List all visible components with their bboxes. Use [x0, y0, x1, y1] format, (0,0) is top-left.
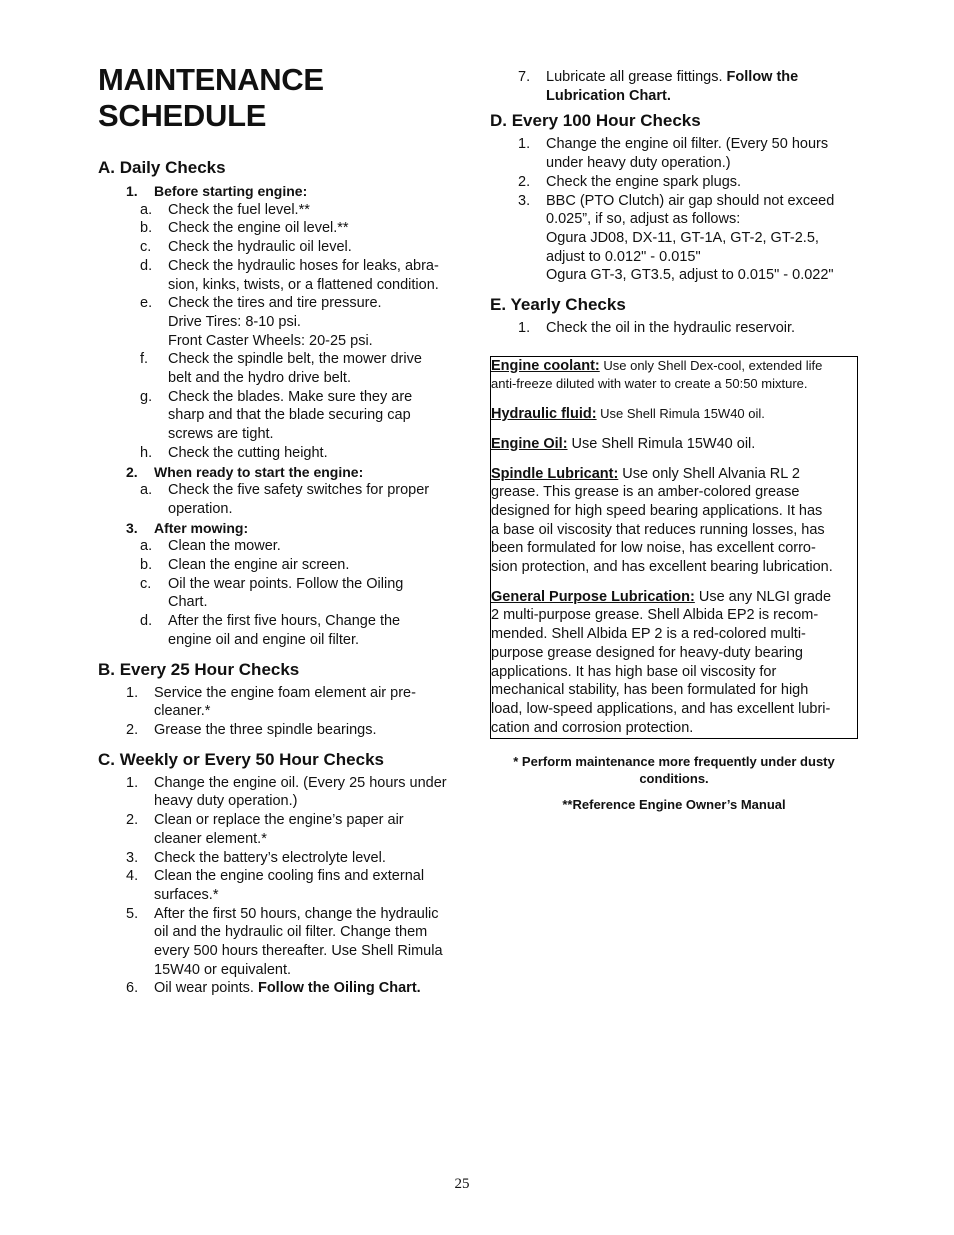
list-item: e. Check the tires and tire pressure.: [140, 295, 382, 312]
list-item-continuation: 15W40 or equivalent.: [154, 961, 292, 978]
page-title: MAINTENANCE SCHEDULE: [98, 62, 324, 133]
list-item: 1. Change the engine oil filter. (Every 50 hours: [518, 136, 829, 153]
list-item: 6. Oil wear points. Follow the Oiling Chart.: [126, 980, 421, 997]
list-item-continuation: cleaner.*: [154, 703, 211, 720]
list-item-continuation: oil and the hydraulic oil filter. Change them: [154, 924, 428, 941]
list-item-continuation: screws are tight.: [168, 426, 274, 443]
ogura-models-line: Ogura JD08, DX-11, GT-1A, GT-2, GT-2.5,: [546, 229, 819, 246]
lubrication-chart-continuation: Lubrication Chart.: [546, 87, 671, 104]
every-25-hour-section: [98, 660, 470, 740]
every-50-hour-section: [98, 750, 470, 998]
list-item: d. After the first five hours, Change the: [140, 613, 401, 630]
list-item: g. Check the blades. Make sure they are: [140, 388, 413, 405]
list-item: 1. Check the oil in the hydraulic reservoir.: [518, 320, 796, 337]
daily-checks-heading: A. Daily Checks: [98, 158, 226, 177]
list-item-continuation: sharp and that the blade securing cap: [168, 407, 411, 424]
list-item-continuation: Chart.: [168, 594, 208, 611]
dusty-conditions-note: * Perform maintenance more frequently under dusty conditions.: [513, 754, 835, 787]
list-item: c. Oil the wear points. Follow the Oiling: [140, 575, 404, 592]
lubrication-chart-reference: Follow the: [726, 69, 799, 85]
list-item-continuation: operation.: [168, 500, 233, 517]
list-item-continuation: sion, kinks, twists, or a flattened condition.: [168, 276, 439, 293]
list-item-continuation: 0.025”, if so, adjust as follows:: [546, 211, 741, 228]
oiling-chart-reference: Follow the Oiling Chart.: [257, 980, 421, 997]
engine-coolant-spec: Engine coolant: Use only Shell Dex-cool, extended life anti-freeze diluted with water to create a 50:50 mixture.: [491, 357, 823, 392]
before-starting-heading: 1. Before starting engine:: [126, 183, 308, 199]
spindle-lubricant-spec: Spindle Lubricant: Use only Shell Alvania RL 2 grease. This grease is an amber-colored grease designed for high speed bearing applications. It has a base oil viscosity that reduces running losses, has been formulated for low noise, has excellent corro- sion protection, and has excellent bearing lubrication.: [491, 465, 833, 576]
every-100-hour-section: [490, 111, 858, 285]
list-item: c. Check the hydraulic oil level.: [140, 239, 352, 256]
list-item: a. Clean the mower.: [140, 538, 281, 555]
general-purpose-lubrication-spec: General Purpose Lubrication: Use any NLGI grade 2 multi-purpose grease. Shell Albida EP2 is recom- mended. Shell Albida EP 2 is a red-colored multi- purpose grease designed for heavy-duty bearing applications. It has high base oil viscosity for mechanical stability, has been formulated for high load, low-speed applications, and has excellent lubri- cation and corrosion protection.: [491, 588, 832, 736]
drive-tires-pressure: Drive Tires: 8-10 psi.: [168, 313, 301, 330]
list-item: 2. Clean or replace the engine’s paper air: [126, 812, 404, 829]
every-100-hour-heading: D. Every 100 Hour Checks: [490, 111, 701, 131]
list-item: 1. Change the engine oil. (Every 25 hours under: [126, 774, 447, 791]
every-25-hour-heading: B. Every 25 Hour Checks: [98, 659, 300, 679]
list-item-continuation: surfaces.*: [154, 886, 219, 903]
list-item-continuation: cleaner element.*: [154, 830, 267, 847]
ogura-gt3-line: Ogura GT-3, GT3.5, adjust to 0.015" - 0.022": [546, 267, 834, 284]
after-mowing-heading: 3. After mowing:: [126, 519, 249, 536]
engine-manual-note: **Reference Engine Owner’s Manual: [562, 797, 786, 813]
list-item: 7. Lubricate all grease fittings. Follow the: [518, 69, 799, 85]
lubricant-specifications-box: [490, 356, 858, 740]
list-item: 1. Service the engine foam element air pre-: [126, 684, 416, 701]
list-item-continuation: under heavy duty operation.): [546, 155, 731, 172]
list-item: 5. After the first 50 hours, change the hydraulic: [126, 905, 439, 922]
list-item-continuation: heavy duty operation.): [154, 793, 298, 810]
hydraulic-fluid-spec: Hydraulic fluid: Use Shell Rimula 15W40 oil.: [491, 406, 765, 423]
left-column: [98, 62, 470, 1008]
list-item: 3. BBC (PTO Clutch) air gap should not exceed: [518, 192, 835, 209]
list-item: 2. Check the engine spark plugs.: [518, 173, 742, 190]
yearly-checks-section: [490, 295, 858, 338]
front-caster-pressure: Front Caster Wheels: 20-25 psi.: [168, 332, 373, 349]
yearly-checks-heading: E. Yearly Checks: [490, 295, 626, 315]
list-item: 2. Grease the three spindle bearings.: [126, 721, 377, 738]
list-item: b. Check the engine oil level.**: [140, 220, 349, 237]
ogura-adjust-line: adjust to 0.012" - 0.015": [546, 248, 701, 265]
list-item-continuation: every 500 hours thereafter. Use Shell Rimula: [154, 943, 443, 960]
list-item: 3. Check the battery’s electrolyte level.: [126, 849, 386, 866]
list-item: 4. Clean the engine cooling fins and external: [126, 868, 425, 885]
list-item: a. Check the fuel level.**: [140, 201, 310, 218]
daily-checks-section: [98, 158, 470, 650]
page-number: 25: [454, 1176, 470, 1192]
list-item-continuation: engine oil and engine oil filter.: [168, 631, 360, 648]
ready-to-start-heading: 2. When ready to start the engine:: [126, 463, 364, 480]
list-item-continuation: belt and the hydro drive belt.: [168, 370, 351, 387]
list-item: a. Check the five safety switches for proper: [140, 482, 430, 499]
every-50-hour-heading: C. Weekly or Every 50 Hour Checks: [98, 749, 384, 769]
engine-oil-spec: Engine Oil: Use Shell Rimula 15W40 oil.: [491, 435, 756, 452]
list-item: h. Check the cutting height.: [140, 444, 328, 461]
list-item: d. Check the hydraulic hoses for leaks, abra-: [140, 257, 439, 274]
right-column: [490, 68, 858, 812]
list-item: f. Check the spindle belt, the mower drive: [140, 351, 422, 368]
list-item: b. Clean the engine air screen.: [140, 557, 350, 574]
